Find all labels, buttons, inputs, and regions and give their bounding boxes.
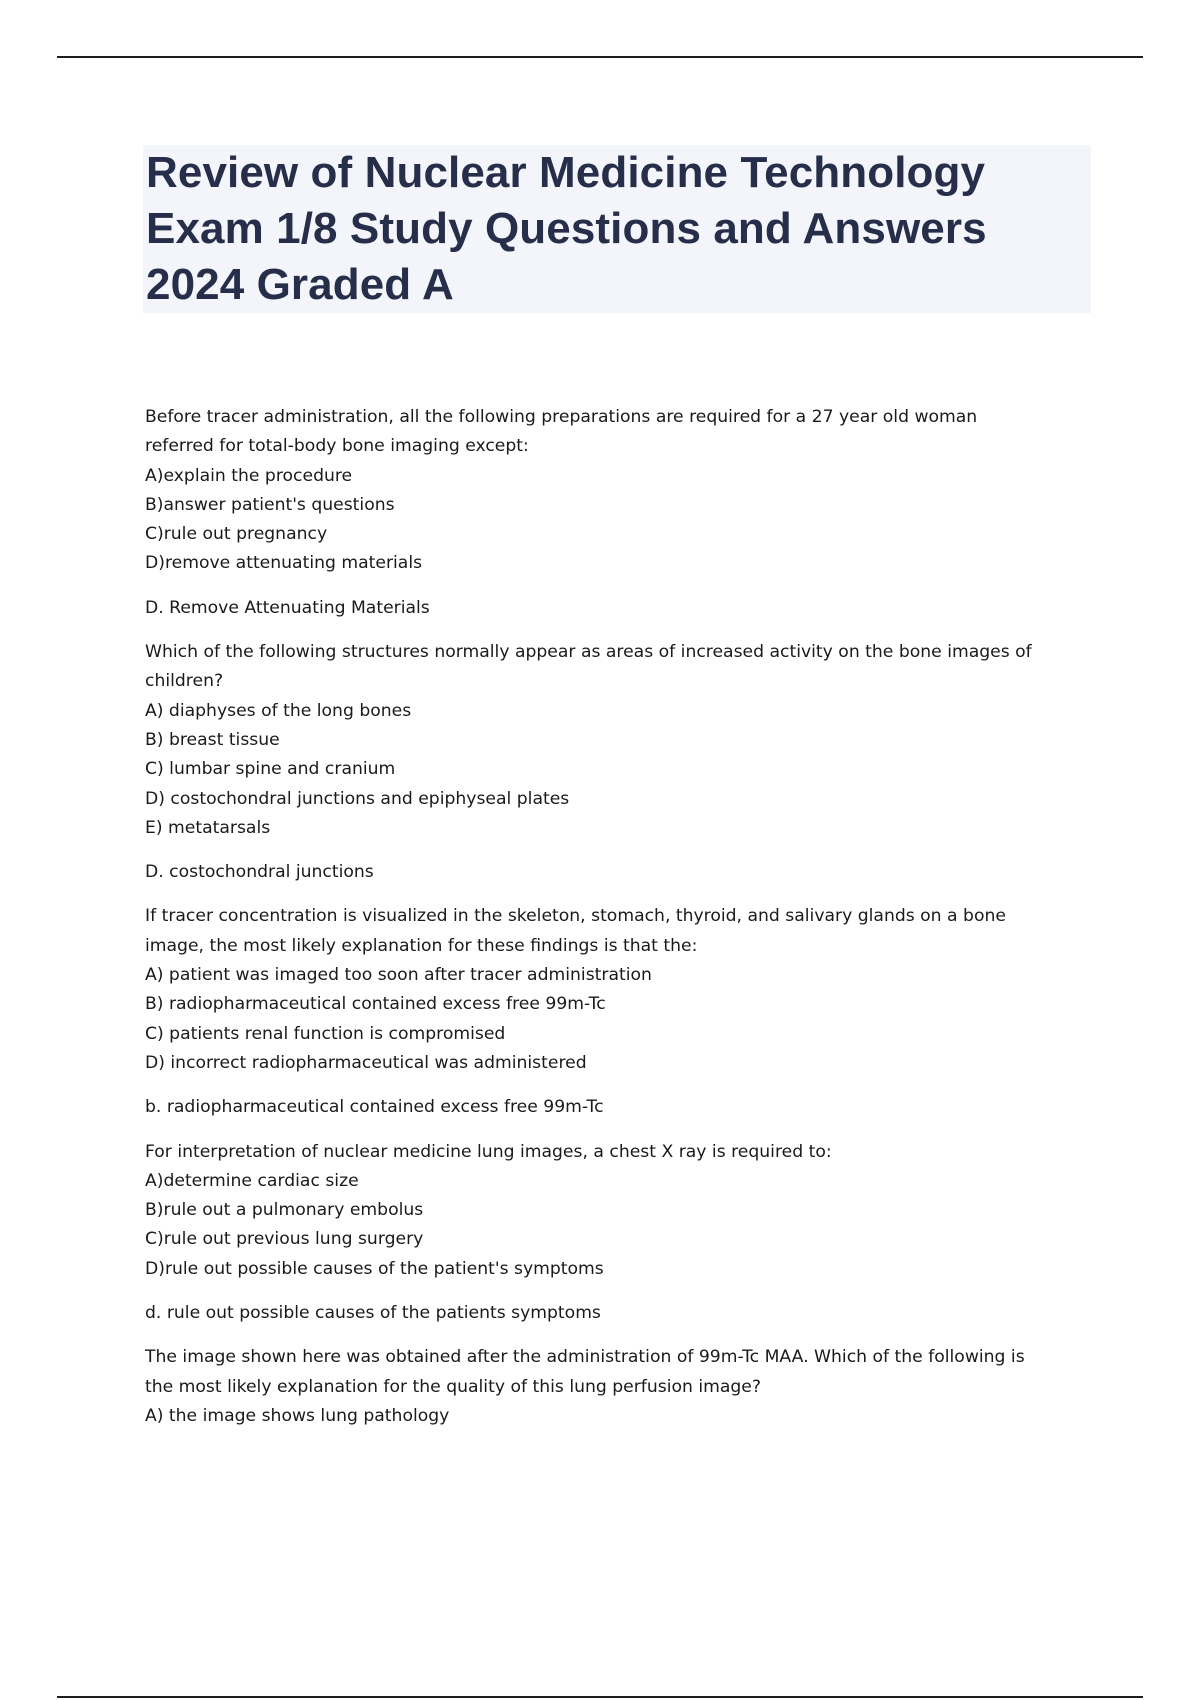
answer-option: C) lumbar spine and cranium: [145, 759, 396, 780]
answer-option: A) patient was imaged too soon after tracer administration: [145, 965, 652, 986]
correct-answer: d. rule out possible causes of the patients symptoms: [145, 1303, 601, 1324]
title-line: Exam 1/8 Study Questions and Answers: [146, 204, 987, 253]
answer-option: A) diaphyses of the long bones: [145, 700, 412, 721]
answer-option: E) metatarsals: [145, 817, 271, 838]
answer-option: D) costochondral junctions and epiphyseal plates: [145, 788, 570, 809]
question-text: If tracer concentration is visualized in the skeleton, stomach, thyroid, and salivary glands on a bone: [145, 906, 1006, 927]
answer-option: D)rule out possible causes of the patient's symptoms: [145, 1258, 604, 1279]
bottom-rule: [57, 1696, 1143, 1698]
answer-option: C)rule out pregnancy: [145, 524, 328, 545]
answer-option: D) incorrect radiopharmaceutical was administered: [145, 1052, 587, 1073]
answer-option: D)remove attenuating materials: [145, 553, 423, 574]
question-text: The image shown here was obtained after the administration of 99m-Tc MAA. Which of the following is: [145, 1347, 1025, 1368]
question-text: referred for total-body bone imaging except:: [145, 436, 529, 457]
correct-answer: b. radiopharmaceutical contained excess free 99m-Tc: [145, 1097, 604, 1118]
answer-option: C)rule out previous lung surgery: [145, 1229, 424, 1250]
question-block: [145, 403, 1085, 623]
question-block: [145, 1343, 1085, 1431]
answer-option: B) breast tissue: [145, 729, 280, 750]
question-text: image, the most likely explanation for these findings is that the:: [145, 935, 698, 956]
title-line: Review of Nuclear Medicine Technology: [146, 148, 986, 197]
question-text: children?: [145, 671, 224, 692]
answer-option: B)answer patient's questions: [145, 494, 395, 515]
title-box: [143, 145, 1091, 313]
answer-option: A)explain the procedure: [145, 465, 353, 486]
question-text: Which of the following structures normally appear as areas of increased activity on the bone images of: [145, 642, 1032, 663]
document-title: [146, 145, 1091, 313]
question-text: Before tracer administration, all the following preparations are required for a 27 year old woman: [145, 407, 978, 427]
question-text: For interpretation of nuclear medicine lung images, a chest X ray is required to:: [145, 1141, 832, 1162]
answer-option: B)rule out a pulmonary embolus: [145, 1200, 424, 1221]
questions-list: [145, 403, 1085, 1431]
question-block: [145, 638, 1085, 887]
answer-option: A)determine cardiac size: [145, 1170, 359, 1191]
question-text: the most likely explanation for the quality of this lung perfusion image?: [145, 1376, 762, 1397]
answer-option: B) radiopharmaceutical contained excess free 99m-Tc: [145, 994, 606, 1015]
answer-option: A) the image shows lung pathology: [145, 1405, 450, 1426]
question-block: [145, 1138, 1085, 1329]
top-rule: [57, 56, 1143, 58]
correct-answer: D. Remove Attenuating Materials: [145, 597, 430, 618]
title-line: 2024 Graded A: [146, 260, 454, 309]
correct-answer: D. costochondral junctions: [145, 862, 374, 883]
answer-option: C) patients renal function is compromised: [145, 1023, 506, 1044]
question-block: [145, 902, 1085, 1122]
